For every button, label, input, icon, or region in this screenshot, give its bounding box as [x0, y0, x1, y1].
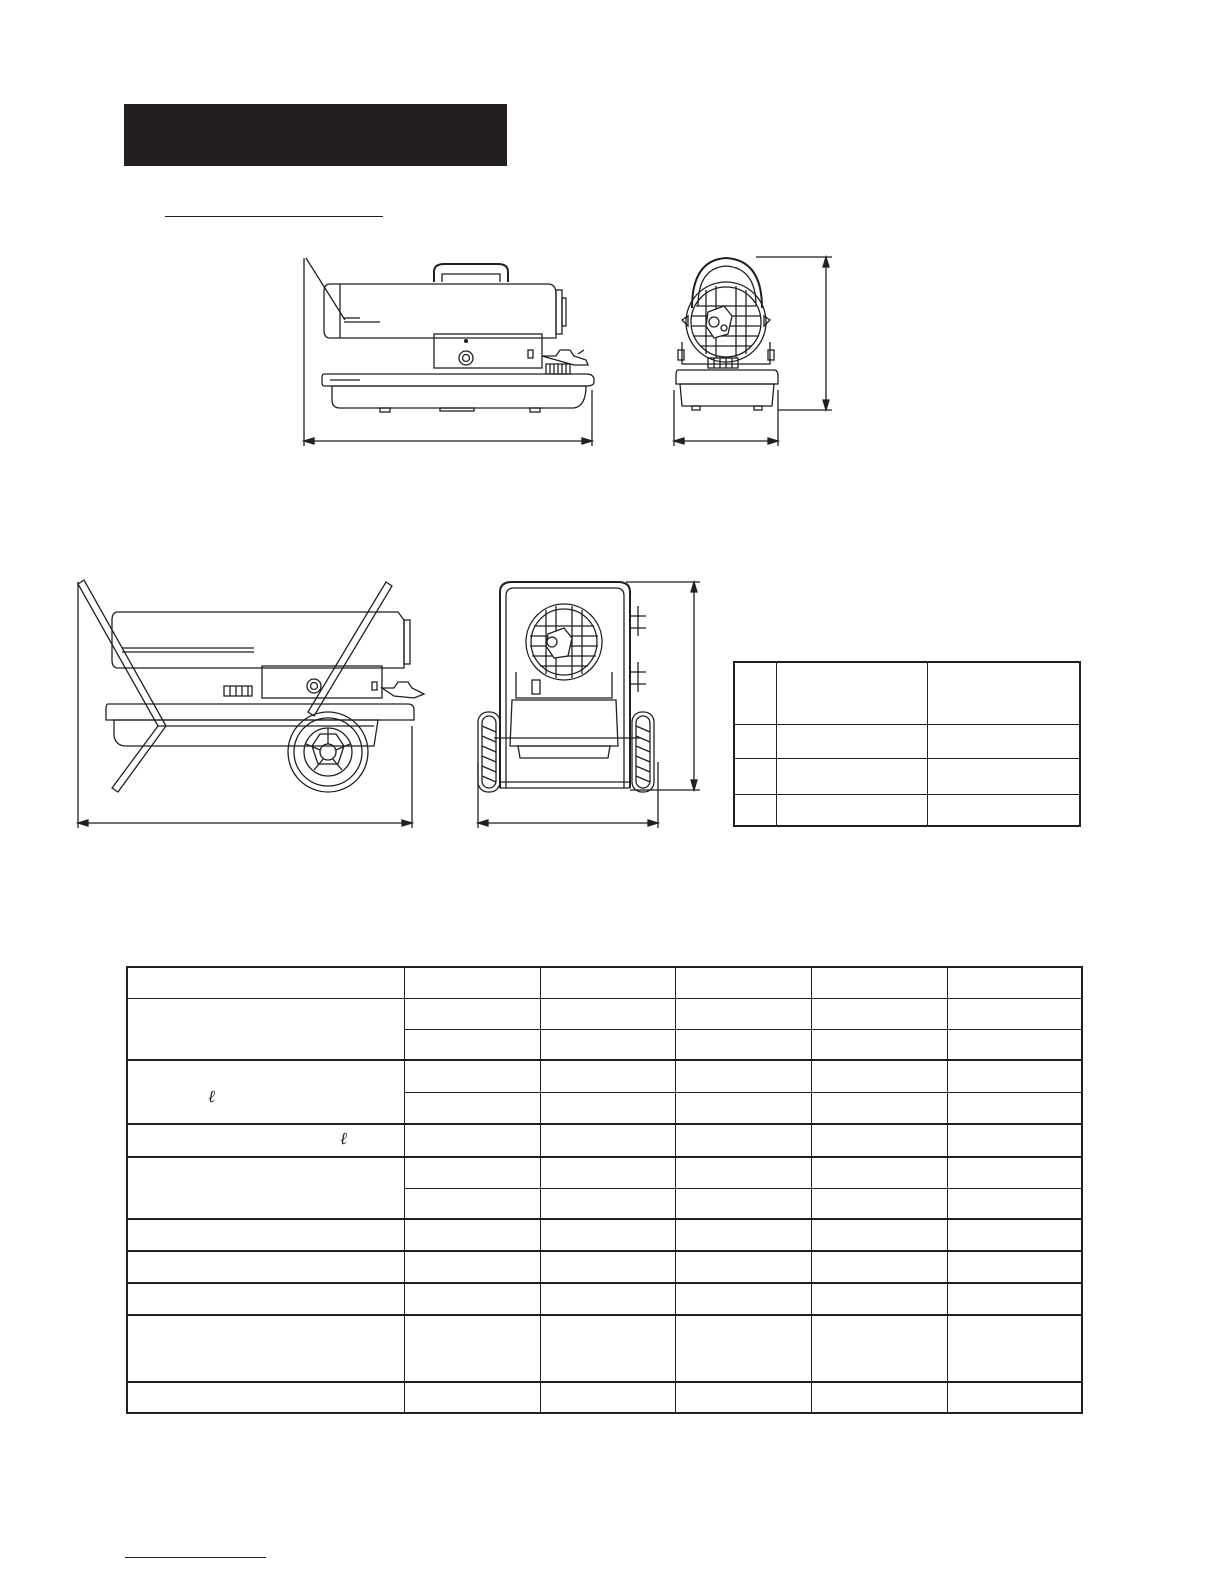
heater-front-view-drawing [668, 250, 838, 450]
table-cell [927, 662, 1080, 724]
table-cell [127, 1060, 404, 1124]
table-cell [675, 1029, 811, 1060]
table-cell [675, 967, 811, 998]
table-cell [811, 1219, 947, 1251]
table-cell [811, 1092, 947, 1124]
table-cell [404, 1157, 540, 1188]
table-row [127, 1219, 1082, 1251]
table-row [127, 998, 1082, 1029]
table-cell [947, 967, 1082, 998]
table-cell [404, 1251, 540, 1283]
table-cell [540, 1251, 675, 1283]
table-cell [404, 1092, 540, 1124]
table-cell [127, 1251, 404, 1283]
table-cell [927, 724, 1080, 758]
table-cell [811, 1188, 947, 1219]
table-cell [947, 1092, 1082, 1124]
wheeled-heater-front-view-drawing [470, 576, 705, 834]
table-cell [947, 1124, 1082, 1157]
table-cell [734, 758, 776, 794]
table-row [734, 794, 1080, 826]
table-row [127, 1315, 1082, 1382]
table-cell [404, 998, 540, 1029]
table-cell [540, 1188, 675, 1219]
table-cell [927, 794, 1080, 826]
table-row [127, 1251, 1082, 1283]
table-cell [811, 967, 947, 998]
table-cell [947, 1382, 1082, 1413]
table-cell [927, 758, 1080, 794]
table-cell [540, 967, 675, 998]
table-cell [811, 1060, 947, 1092]
table-cell [811, 998, 947, 1029]
table-cell [675, 998, 811, 1029]
table-cell [675, 1382, 811, 1413]
table-cell [776, 794, 927, 826]
table-row [734, 724, 1080, 758]
table-cell [947, 1315, 1082, 1382]
table-cell [734, 794, 776, 826]
liter-symbol: ℓ [340, 1129, 348, 1149]
table-cell [947, 1283, 1082, 1315]
table-row [127, 1124, 1082, 1157]
table-cell [127, 1315, 404, 1382]
table-cell [811, 1251, 947, 1283]
table-cell [540, 1029, 675, 1060]
wheeled-heater-side-view-drawing [74, 576, 419, 834]
table-cell [127, 1157, 404, 1219]
table-cell [947, 1060, 1082, 1092]
table-cell [127, 1219, 404, 1251]
table-cell [404, 1315, 540, 1382]
table-cell [811, 1315, 947, 1382]
table-cell [947, 1157, 1082, 1188]
table-cell [540, 1382, 675, 1413]
table-cell [675, 1251, 811, 1283]
table-row [127, 967, 1082, 998]
table-cell [404, 967, 540, 998]
table-cell [540, 1092, 675, 1124]
table-cell [404, 1188, 540, 1219]
table-cell [734, 724, 776, 758]
table-cell [734, 662, 776, 724]
table-cell [127, 1283, 404, 1315]
table-cell [540, 1124, 675, 1157]
table-cell [540, 1219, 675, 1251]
table-row [127, 1157, 1082, 1188]
table-cell [776, 758, 927, 794]
table-cell [811, 1124, 947, 1157]
table-cell [127, 998, 404, 1060]
table-cell [675, 1060, 811, 1092]
section-heading-underline [165, 216, 383, 217]
table-cell [540, 1283, 675, 1315]
table-cell [404, 1060, 540, 1092]
table-row [734, 662, 1080, 724]
table-cell [675, 1315, 811, 1382]
table-cell [127, 1382, 404, 1413]
table-cell [404, 1283, 540, 1315]
table-cell [675, 1092, 811, 1124]
footer-underline [125, 1557, 266, 1558]
table-cell [540, 998, 675, 1029]
liter-symbol: ℓ [208, 1087, 216, 1107]
table-cell [811, 1029, 947, 1060]
table-cell [947, 1251, 1082, 1283]
table-cell [675, 1283, 811, 1315]
table-cell [776, 724, 927, 758]
table-cell [404, 1219, 540, 1251]
table-row [127, 1060, 1082, 1092]
heater-side-view-drawing [300, 250, 600, 450]
table-cell [811, 1382, 947, 1413]
table-cell [675, 1124, 811, 1157]
table-cell [675, 1219, 811, 1251]
title-bar [124, 104, 507, 166]
table-cell [540, 1157, 675, 1188]
table-cell [811, 1157, 947, 1188]
table-cell [127, 1124, 404, 1157]
table-row [127, 1283, 1082, 1315]
table-cell [404, 1029, 540, 1060]
table-cell [675, 1188, 811, 1219]
table-cell [540, 1060, 675, 1092]
table-cell [776, 662, 927, 724]
table-cell [404, 1382, 540, 1413]
table-cell [947, 1219, 1082, 1251]
dimensions-table [733, 661, 1081, 827]
table-row [127, 1382, 1082, 1413]
table-cell [540, 1315, 675, 1382]
table-cell [811, 1283, 947, 1315]
table-cell [947, 1188, 1082, 1219]
table-row [734, 758, 1080, 794]
table-cell [947, 998, 1082, 1029]
specifications-table [126, 966, 1083, 1414]
table-cell [675, 1157, 811, 1188]
table-cell [947, 1029, 1082, 1060]
table-cell [404, 1124, 540, 1157]
table-cell [127, 967, 404, 998]
